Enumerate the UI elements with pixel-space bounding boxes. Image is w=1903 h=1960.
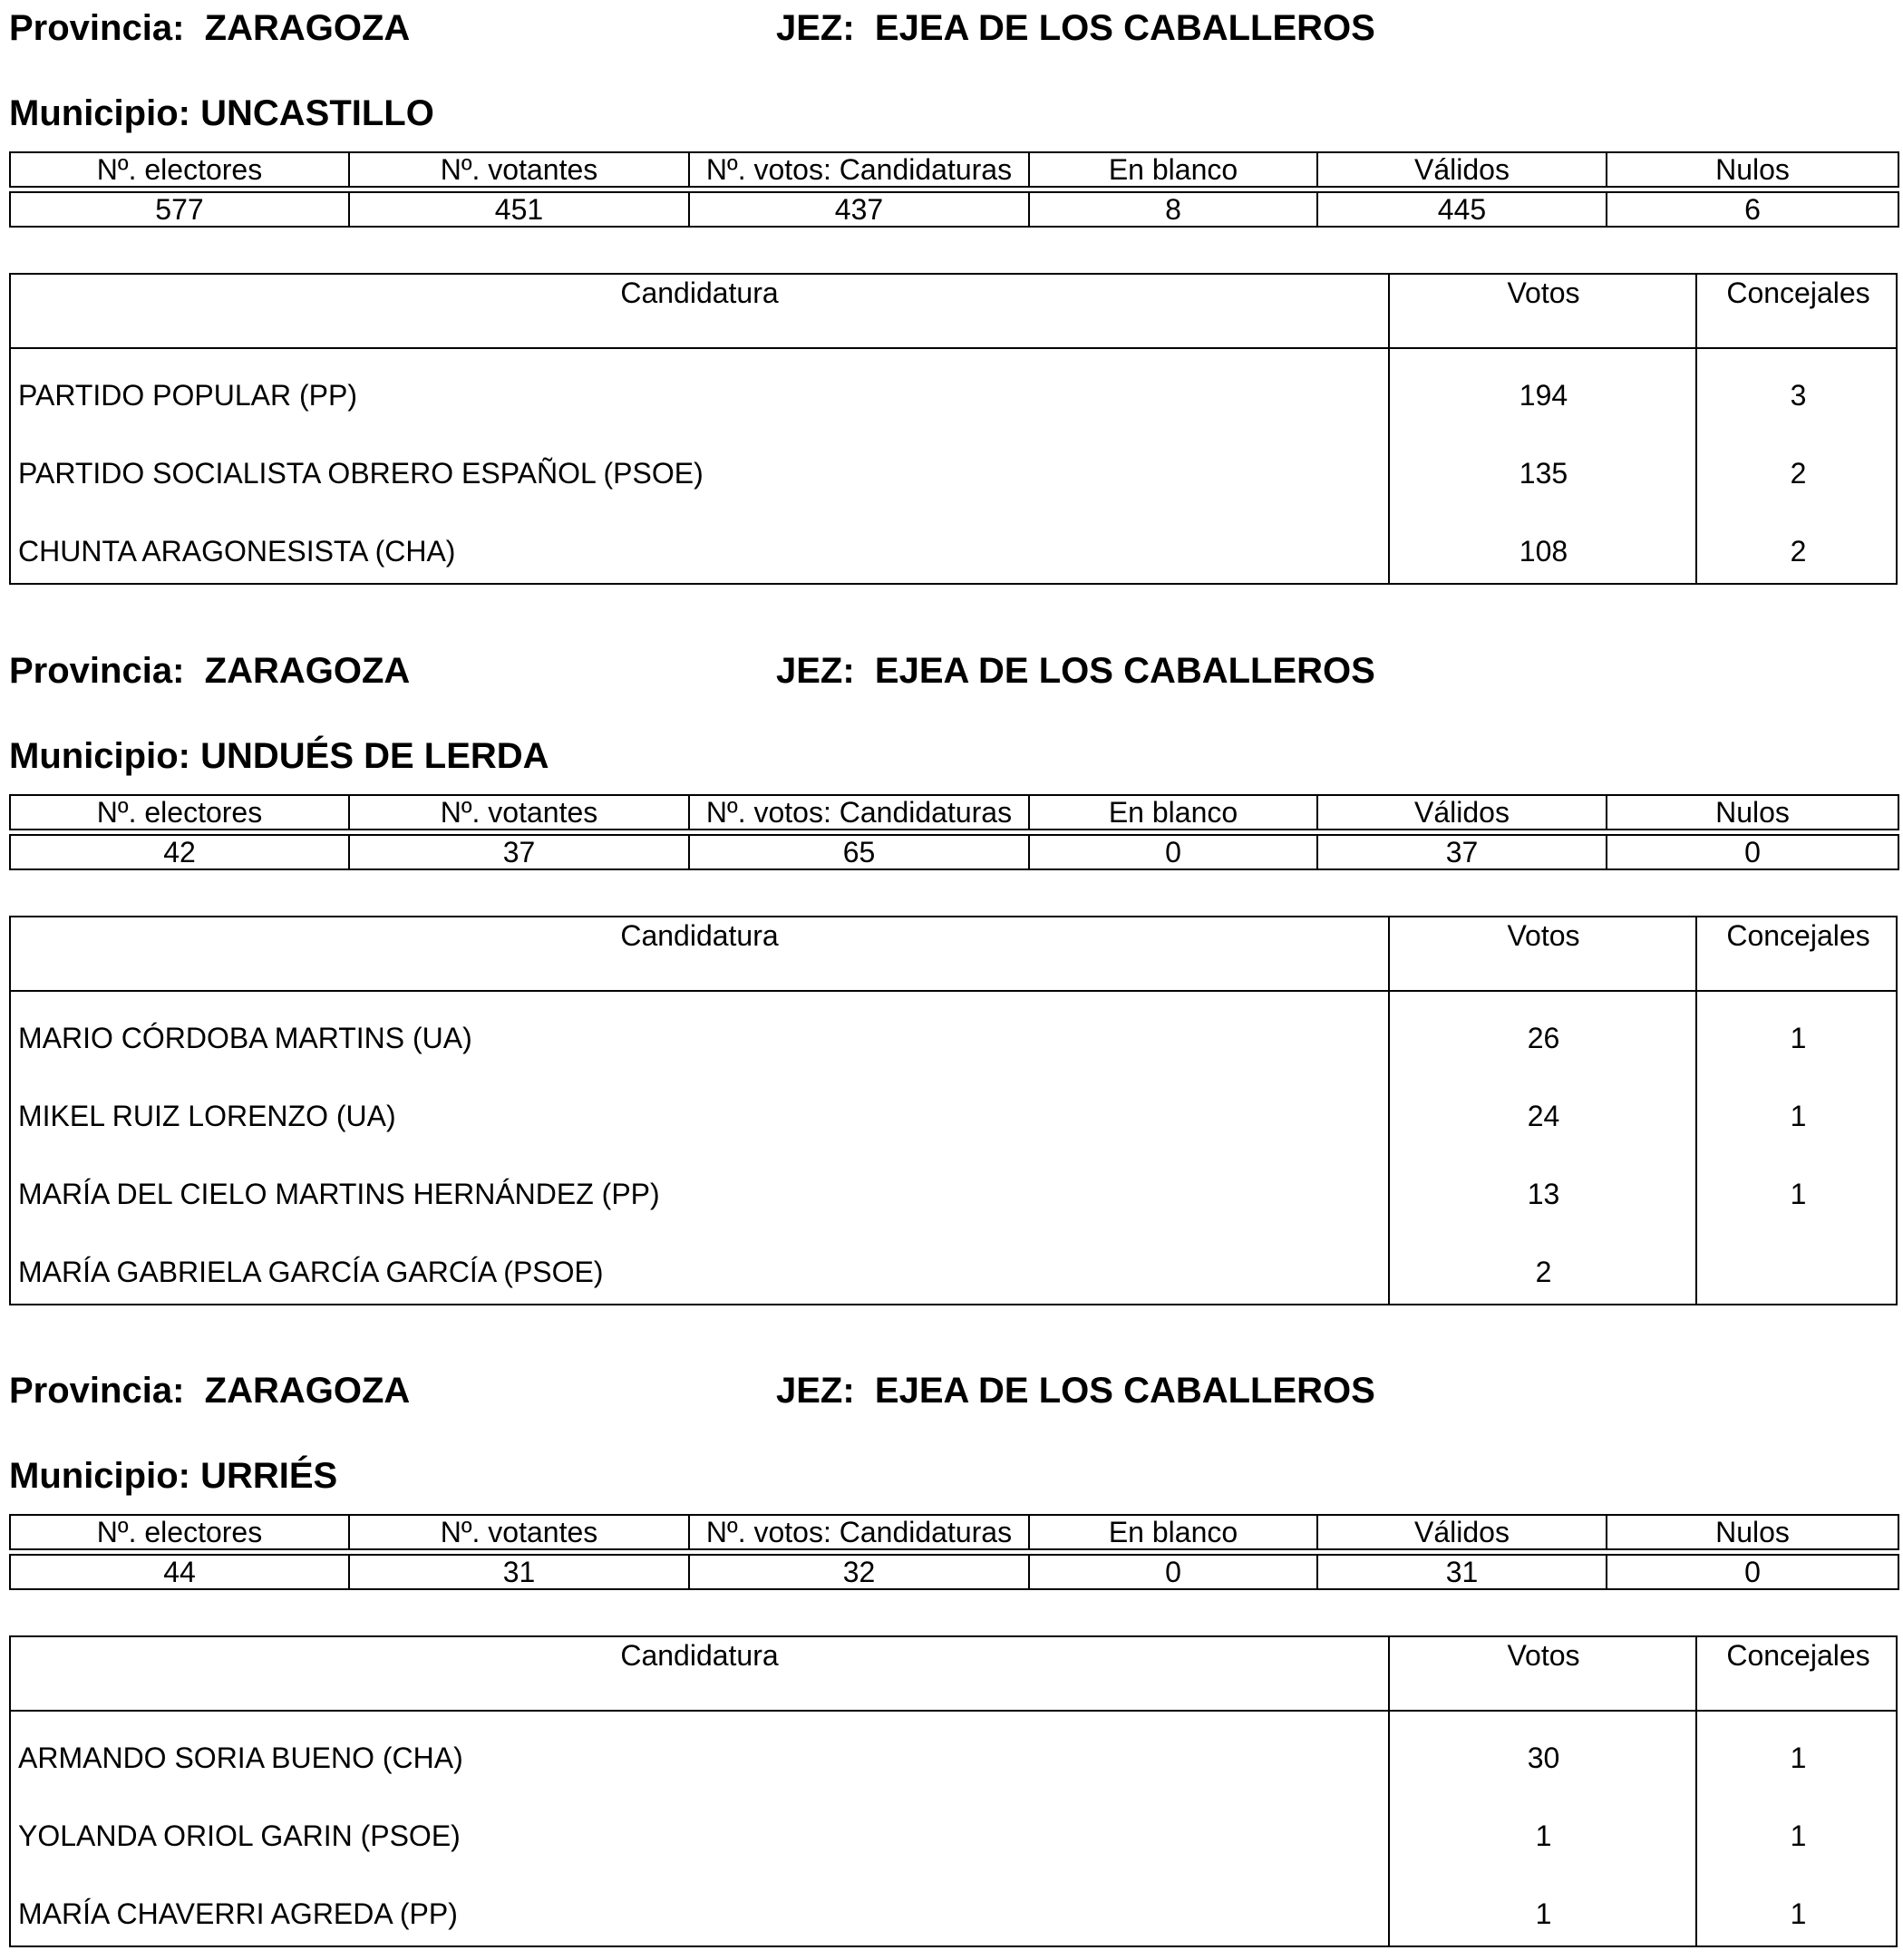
stats-header-cell: Válidos (1317, 1515, 1607, 1549)
stats-header-cell: Nº. electores (10, 795, 349, 830)
municipio-heading (9, 1455, 337, 1497)
candidatura-row (11, 1070, 1896, 1148)
candidatura-name: ARMANDO SORIA BUENO (CHA) (18, 1742, 463, 1774)
stats-value-cell: 0 (1029, 835, 1317, 869)
jez-label: JEZ: (776, 1371, 855, 1411)
candidaturas-header-cell: Concejales (1695, 917, 1899, 990)
provincia-value: ZARAGOZA (204, 1371, 411, 1411)
stats-value-cell: 6 (1607, 192, 1898, 227)
municipio-label: Municipio: (9, 1456, 190, 1496)
candidatura-row (11, 992, 1896, 1070)
candidatura-name: PARTIDO SOCIALISTA OBRERO ESPAÑOL (PSOE) (18, 457, 704, 490)
candidaturas-header-row (11, 1637, 1896, 1712)
candidatura-concejales: 2 (1695, 505, 1899, 583)
candidaturas-table (9, 273, 1898, 585)
provincia-label: Provincia: (9, 8, 185, 48)
province-header (9, 7, 1898, 49)
municipio-value: UNDUÉS DE LERDA (200, 736, 549, 776)
candidatura-concejales: 1 (1695, 1712, 1899, 1790)
candidaturas-header-cell: Candidatura (620, 919, 779, 952)
provincia-line (9, 7, 410, 49)
candidatura-concejales: 3 (1695, 349, 1899, 427)
candidatura-name: MARÍA CHAVERRI AGREDA (PP) (18, 1897, 458, 1930)
candidaturas-body (11, 1712, 1896, 1945)
municipio-value: UNCASTILLO (200, 93, 434, 133)
candidatura-votos: 2 (1388, 1226, 1697, 1304)
jez-line (776, 7, 1375, 49)
jez-label: JEZ: (776, 651, 855, 691)
candidatura-votos: 1 (1388, 1790, 1697, 1868)
jez-line (776, 650, 1375, 692)
stats-header-cell: Nº. electores (10, 1515, 349, 1549)
jez-value: EJEA DE LOS CABALLEROS (874, 8, 1375, 48)
candidatura-row (11, 1226, 1896, 1304)
jez-value: EJEA DE LOS CABALLEROS (874, 1371, 1375, 1411)
candidatura-row (11, 427, 1896, 505)
stats-value-cell: 8 (1029, 192, 1317, 227)
municipio-label: Municipio: (9, 736, 190, 776)
candidatura-row (11, 349, 1896, 427)
candidaturas-header-row (11, 275, 1896, 349)
provincia-label: Provincia: (9, 1371, 185, 1411)
provincia-line (9, 1370, 410, 1412)
candidaturas-header-cell: Candidatura (620, 1639, 779, 1672)
stats-value-cell: 31 (1317, 1555, 1607, 1589)
candidaturas-header-cell: Candidatura (620, 277, 779, 309)
provincia-value: ZARAGOZA (204, 8, 411, 48)
stats-header-row (10, 795, 1898, 830)
municipio-heading (9, 735, 549, 777)
jez-value: EJEA DE LOS CABALLEROS (874, 651, 1375, 691)
candidaturas-table (9, 1635, 1898, 1947)
stats-value-cell: 32 (689, 1555, 1029, 1589)
stats-header-cell: Nulos (1607, 1515, 1898, 1549)
candidatura-name: PARTIDO POPULAR (PP) (18, 379, 357, 412)
stats-header-cell: Nº. votos: Candidaturas (689, 795, 1029, 830)
province-header (9, 650, 1898, 692)
stats-header-row (10, 152, 1898, 187)
candidaturas-header-row (11, 917, 1896, 992)
stats-header-row (10, 1515, 1898, 1549)
provincia-label: Provincia: (9, 651, 185, 691)
candidatura-name: MIKEL RUIZ LORENZO (UA) (18, 1100, 396, 1132)
stats-value-row (10, 1555, 1898, 1589)
provincia-value: ZARAGOZA (204, 651, 411, 691)
stats-value-cell: 0 (1029, 1555, 1317, 1589)
candidatura-votos: 194 (1388, 349, 1697, 427)
stats-header-cell: En blanco (1029, 795, 1317, 830)
stats-header-cell: En blanco (1029, 1515, 1317, 1549)
candidaturas-header-cell: Votos (1388, 1637, 1697, 1710)
stats-header-cell: En blanco (1029, 152, 1317, 187)
stats-value-cell: 445 (1317, 192, 1607, 227)
stats-value-cell: 37 (1317, 835, 1607, 869)
candidatura-votos: 24 (1388, 1070, 1697, 1148)
stats-value-cell: 0 (1607, 1555, 1898, 1589)
stats-header-cell: Nº. votantes (349, 1515, 689, 1549)
stats-value-cell: 65 (689, 835, 1029, 869)
candidatura-votos: 26 (1388, 992, 1697, 1070)
stats-header-cell: Válidos (1317, 152, 1607, 187)
stats-value-cell: 437 (689, 192, 1029, 227)
stats-header-cell: Nulos (1607, 152, 1898, 187)
stats-table (9, 151, 1899, 228)
stats-value-cell: 451 (349, 192, 689, 227)
candidatura-name: YOLANDA ORIOL GARIN (PSOE) (18, 1819, 461, 1852)
stats-header-cell: Válidos (1317, 795, 1607, 830)
candidatura-name: CHUNTA ARAGONESISTA (CHA) (18, 535, 456, 568)
candidatura-votos: 30 (1388, 1712, 1697, 1790)
candidatura-row (11, 505, 1896, 583)
candidatura-concejales: 1 (1695, 1148, 1899, 1226)
candidaturas-header-cell: Concejales (1695, 1637, 1899, 1710)
candidatura-name: MARÍA DEL CIELO MARTINS HERNÁNDEZ (PP) (18, 1178, 660, 1210)
stats-header-cell: Nº. votantes (349, 795, 689, 830)
stats-header-cell: Nº. votantes (349, 152, 689, 187)
candidaturas-table (9, 916, 1898, 1305)
candidatura-row (11, 1712, 1896, 1790)
candidatura-row (11, 1790, 1896, 1868)
stats-table (9, 1514, 1899, 1590)
candidatura-votos: 13 (1388, 1148, 1697, 1226)
candidatura-concejales (1695, 1226, 1899, 1304)
stats-value-cell: 31 (349, 1555, 689, 1589)
candidatura-concejales: 1 (1695, 1070, 1899, 1148)
provincia-line (9, 650, 410, 692)
stats-value-cell: 0 (1607, 835, 1898, 869)
candidatura-name: MARIO CÓRDOBA MARTINS (UA) (18, 1022, 472, 1054)
stats-header-cell: Nº. electores (10, 152, 349, 187)
candidatura-votos: 1 (1388, 1868, 1697, 1945)
candidatura-votos: 108 (1388, 505, 1697, 583)
candidatura-name: MARÍA GABRIELA GARCÍA GARCÍA (PSOE) (18, 1256, 604, 1288)
candidaturas-header-cell: Votos (1388, 275, 1697, 347)
municipio-heading (9, 92, 434, 134)
candidatura-votos: 135 (1388, 427, 1697, 505)
candidaturas-body (11, 992, 1896, 1304)
municipio-label: Municipio: (9, 93, 190, 133)
stats-header-cell: Nulos (1607, 795, 1898, 830)
candidaturas-header-cell: Votos (1388, 917, 1697, 990)
jez-label: JEZ: (776, 8, 855, 48)
candidatura-concejales: 1 (1695, 1790, 1899, 1868)
stats-table (9, 794, 1899, 870)
candidatura-row (11, 1148, 1896, 1226)
stats-value-cell: 42 (10, 835, 349, 869)
stats-header-cell: Nº. votos: Candidaturas (689, 152, 1029, 187)
stats-value-row (10, 835, 1898, 869)
province-header (9, 1370, 1898, 1412)
candidatura-concejales: 2 (1695, 427, 1899, 505)
candidatura-concejales: 1 (1695, 992, 1899, 1070)
candidaturas-header-cell: Concejales (1695, 275, 1899, 347)
candidatura-row (11, 1868, 1896, 1945)
candidatura-concejales: 1 (1695, 1868, 1899, 1945)
jez-line (776, 1370, 1375, 1412)
candidaturas-body (11, 349, 1896, 583)
stats-value-cell: 44 (10, 1555, 349, 1589)
municipio-value: URRIÉS (200, 1456, 338, 1496)
stats-value-cell: 37 (349, 835, 689, 869)
stats-value-row (10, 192, 1898, 227)
stats-value-cell: 577 (10, 192, 349, 227)
stats-header-cell: Nº. votos: Candidaturas (689, 1515, 1029, 1549)
